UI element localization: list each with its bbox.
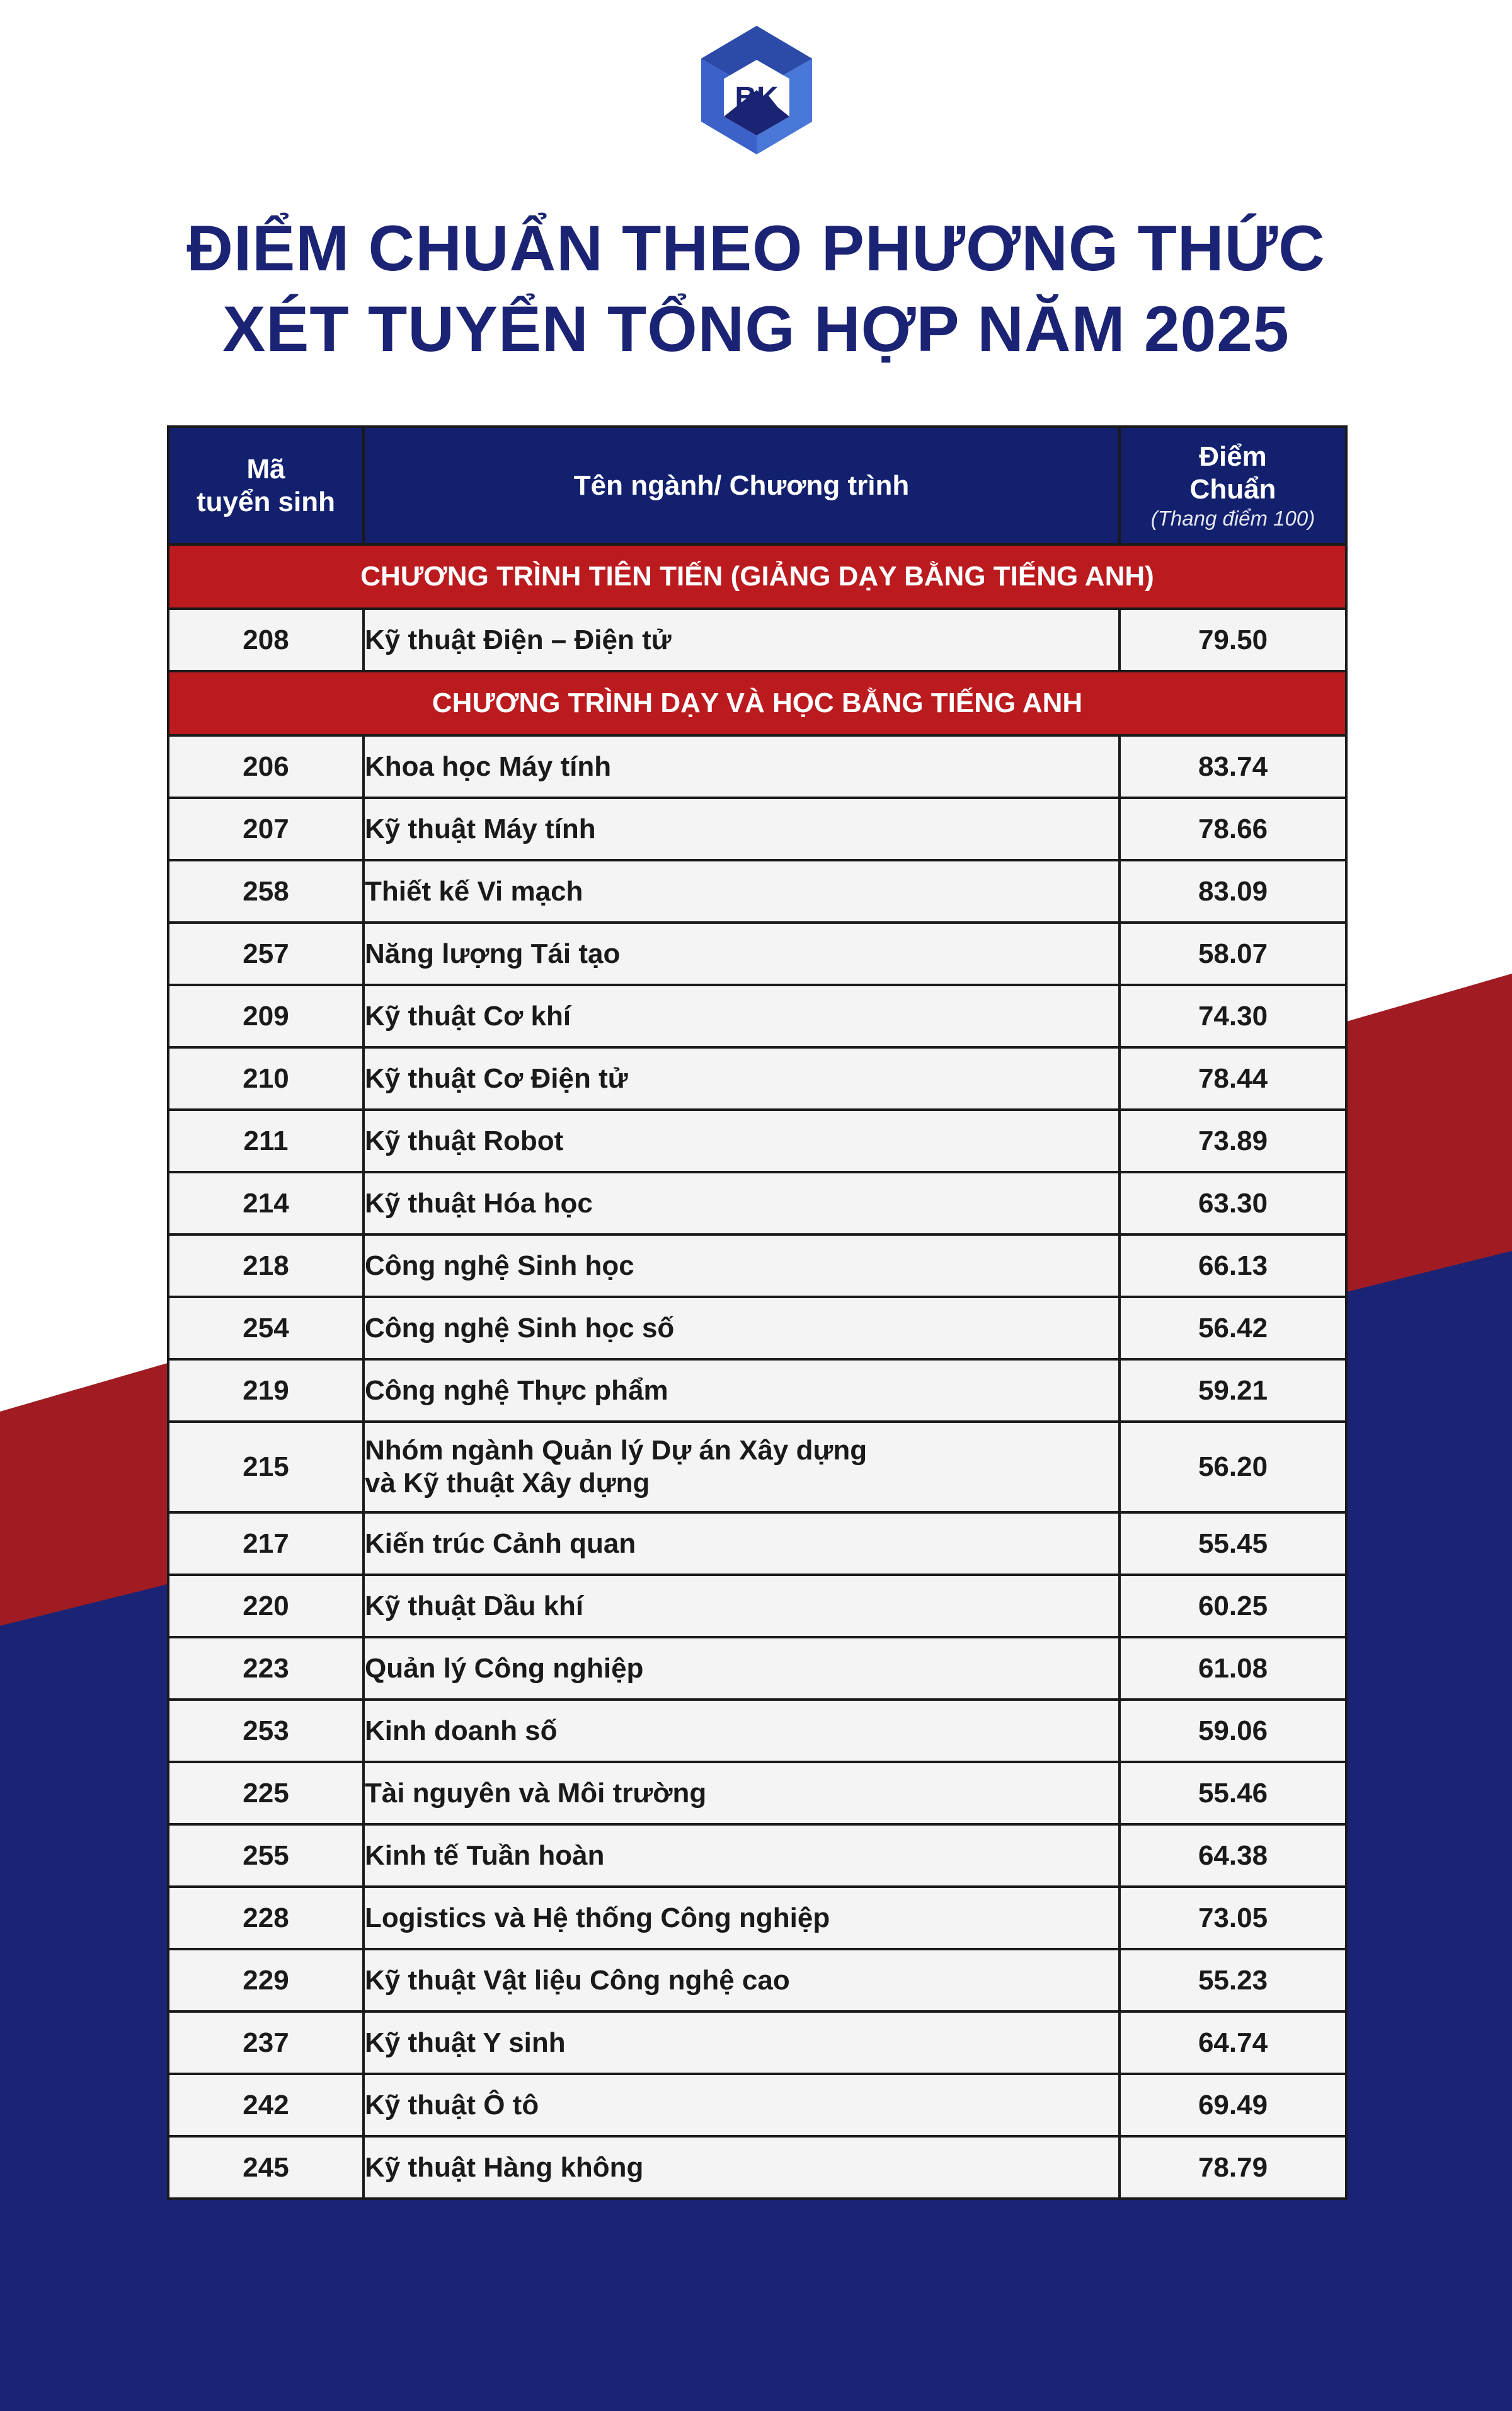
program-name [364, 1512, 1120, 1575]
program-name-line-1: Kỹ thuật Ô tô [365, 2089, 539, 2120]
header-code [168, 427, 364, 544]
program-name-line-1: Kỹ thuật Điện – Điện tử [365, 624, 672, 655]
program-name-line-1: Kỹ thuật Cơ Điện tử [365, 1062, 628, 1094]
program-name [364, 1637, 1120, 1700]
program-code: 225 [168, 1762, 364, 1824]
program-code: 258 [168, 860, 364, 923]
table-header-row [168, 427, 1346, 544]
program-name [364, 1887, 1120, 1949]
program-name [364, 1110, 1120, 1172]
program-code: 228 [168, 1887, 364, 1949]
program-name-line-2: và Kỹ thuật Xây dựng [365, 1468, 650, 1499]
cutoff-score: 55.23 [1120, 1949, 1346, 2011]
title-line-1: ĐIỂM CHUẨN THEO PHƯƠNG THỨC [186, 212, 1326, 284]
program-name-line-1: Kỹ thuật Hóa học [365, 1187, 593, 1219]
program-code: 257 [168, 923, 364, 985]
program-code: 242 [168, 2074, 364, 2136]
program-code: 237 [168, 2011, 364, 2074]
cutoff-score: 69.49 [1120, 2074, 1346, 2136]
program-name [364, 2074, 1120, 2136]
table-row [168, 1234, 1346, 1297]
table-row [168, 860, 1346, 923]
program-name-line-1: Công nghệ Sinh học số [365, 1312, 675, 1344]
table-row [168, 1762, 1346, 1824]
program-name [364, 1762, 1120, 1824]
table-row [168, 1172, 1346, 1234]
table-row [168, 985, 1346, 1047]
cutoff-score: 83.09 [1120, 860, 1346, 923]
program-name [364, 1575, 1120, 1637]
program-name-line-1: Kỹ thuật Dầu khí [365, 1590, 584, 1621]
header-score [1120, 427, 1346, 544]
program-code: 219 [168, 1359, 364, 1422]
program-name-line-1: Khoa học Máy tính [365, 751, 612, 782]
table-row [168, 1637, 1346, 1700]
program-name [364, 2136, 1120, 2199]
admission-scores-table [167, 425, 1348, 2200]
program-code: 215 [168, 1422, 364, 1512]
program-name [364, 1234, 1120, 1297]
program-code: 210 [168, 1047, 364, 1110]
program-name-line-1: Kỹ thuật Hàng không [365, 2151, 644, 2183]
program-name-line-1: Kỹ thuật Y sinh [365, 2027, 566, 2058]
program-name-line-1: Công nghệ Thực phẩm [365, 1374, 668, 1406]
cutoff-score: 79.50 [1120, 609, 1346, 671]
header-score-line-2: Chuẩn [1189, 473, 1276, 505]
table-row [168, 1422, 1346, 1512]
cutoff-score: 64.74 [1120, 2011, 1346, 2074]
program-name [364, 2011, 1120, 2074]
program-name-line-1: Logistics và Hệ thống Công nghiệp [365, 1902, 830, 1933]
program-code: 209 [168, 985, 364, 1047]
cutoff-score: 58.07 [1120, 923, 1346, 985]
program-name [364, 860, 1120, 923]
cutoff-score: 64.38 [1120, 1824, 1346, 1887]
table-row [168, 923, 1346, 985]
table-row [168, 2136, 1346, 2199]
table-row [168, 798, 1346, 860]
program-name-line-1: Tài nguyên và Môi trường [365, 1777, 707, 1809]
cutoff-score: 78.44 [1120, 1047, 1346, 1110]
program-code: 217 [168, 1512, 364, 1575]
program-name [364, 1422, 1120, 1512]
program-code: 218 [168, 1234, 364, 1297]
cutoff-score: 63.30 [1120, 1172, 1346, 1234]
program-name [364, 1047, 1120, 1110]
program-code: 223 [168, 1637, 364, 1700]
section-header-row [168, 671, 1346, 735]
cutoff-score: 60.25 [1120, 1575, 1346, 1637]
table-row [168, 1047, 1346, 1110]
program-name-line-1: Kỹ thuật Cơ khí [365, 1000, 571, 1032]
program-code: 214 [168, 1172, 364, 1234]
header-code-line-1: Mã [246, 453, 285, 485]
cutoff-score: 59.06 [1120, 1700, 1346, 1762]
program-code: 229 [168, 1949, 364, 2011]
header-code-line-2: tuyển sinh [196, 486, 336, 517]
program-name [364, 923, 1120, 985]
table-row [168, 1297, 1346, 1359]
header-score-note: (Thang điểm 100) [1150, 506, 1315, 530]
table-row [168, 735, 1346, 798]
program-name [364, 1949, 1120, 2011]
table-row [168, 1512, 1346, 1575]
program-name-line-1: Kỹ thuật Vật liệu Công nghệ cao [365, 1964, 790, 1996]
table-row [168, 1887, 1346, 1949]
header-name: Tên ngành/ Chương trình [364, 427, 1120, 544]
program-name [364, 1359, 1120, 1422]
program-name-line-1: Kỹ thuật Robot [365, 1125, 564, 1156]
table-row [168, 1824, 1346, 1887]
bk-logo [690, 22, 823, 156]
cutoff-score: 78.79 [1120, 2136, 1346, 2199]
program-name-line-1: Nhóm ngành Quản lý Dự án Xây dựng [365, 1435, 868, 1466]
cutoff-score: 61.08 [1120, 1637, 1346, 1700]
program-name [364, 1824, 1120, 1887]
cutoff-score: 56.42 [1120, 1297, 1346, 1359]
table-row [168, 1359, 1346, 1422]
program-code: 207 [168, 798, 364, 860]
program-name-line-1: Năng lượng Tái tạo [365, 938, 621, 969]
program-code: 211 [168, 1110, 364, 1172]
program-code: 208 [168, 609, 364, 671]
table-row [168, 2074, 1346, 2136]
cutoff-score: 74.30 [1120, 985, 1346, 1047]
cutoff-score: 56.20 [1120, 1422, 1346, 1512]
table-row [168, 2011, 1346, 2074]
table-row [168, 1949, 1346, 2011]
program-name [364, 1297, 1120, 1359]
cutoff-score: 73.89 [1120, 1110, 1346, 1172]
cutoff-score: 73.05 [1120, 1887, 1346, 1949]
table-row [168, 1700, 1346, 1762]
program-name [364, 1172, 1120, 1234]
logo-subtext: TP.HCM [735, 113, 778, 125]
table-body [168, 544, 1346, 2199]
program-name [364, 1700, 1120, 1762]
program-code: 220 [168, 1575, 364, 1637]
program-name-line-1: Kinh doanh số [365, 1715, 558, 1746]
program-name-line-1: Quản lý Công nghiệp [365, 1652, 644, 1684]
program-name [364, 985, 1120, 1047]
section-title: CHƯƠNG TRÌNH DẠY VÀ HỌC BẰNG TIẾNG ANH [168, 671, 1346, 735]
program-name-line-1: Thiết kế Vi mạch [365, 875, 583, 907]
cutoff-score: 66.13 [1120, 1234, 1346, 1297]
program-name [364, 798, 1120, 860]
header-score-line-1: Điểm [1199, 440, 1267, 472]
table-row [168, 609, 1346, 671]
cutoff-score: 55.46 [1120, 1762, 1346, 1824]
cutoff-score: 83.74 [1120, 735, 1346, 798]
program-name [364, 735, 1120, 798]
table-row [168, 1110, 1346, 1172]
program-code: 253 [168, 1700, 364, 1762]
table-row [168, 1575, 1346, 1637]
section-title: CHƯƠNG TRÌNH TIÊN TIẾN (GIẢNG DẠY BẰNG TIẾNG ANH) [168, 544, 1346, 609]
program-name-line-1: Công nghệ Sinh học [365, 1250, 634, 1281]
section-header-row [168, 544, 1346, 609]
program-code: 255 [168, 1824, 364, 1887]
cutoff-score: 78.66 [1120, 798, 1346, 860]
program-name-line-1: Kỹ thuật Máy tính [365, 813, 596, 844]
program-code: 206 [168, 735, 364, 798]
title-line-2: XÉT TUYỂN TỔNG HỢP NĂM 2025 [222, 293, 1290, 365]
cutoff-score: 55.45 [1120, 1512, 1346, 1575]
program-code: 254 [168, 1297, 364, 1359]
logo-text: BK [735, 81, 779, 115]
program-name-line-1: Kinh tế Tuần hoàn [365, 1839, 605, 1871]
cutoff-score: 59.21 [1120, 1359, 1346, 1422]
program-name [364, 609, 1120, 671]
program-name-line-1: Kiến trúc Cảnh quan [365, 1528, 636, 1559]
program-code: 245 [168, 2136, 364, 2199]
page-title [0, 208, 1512, 369]
